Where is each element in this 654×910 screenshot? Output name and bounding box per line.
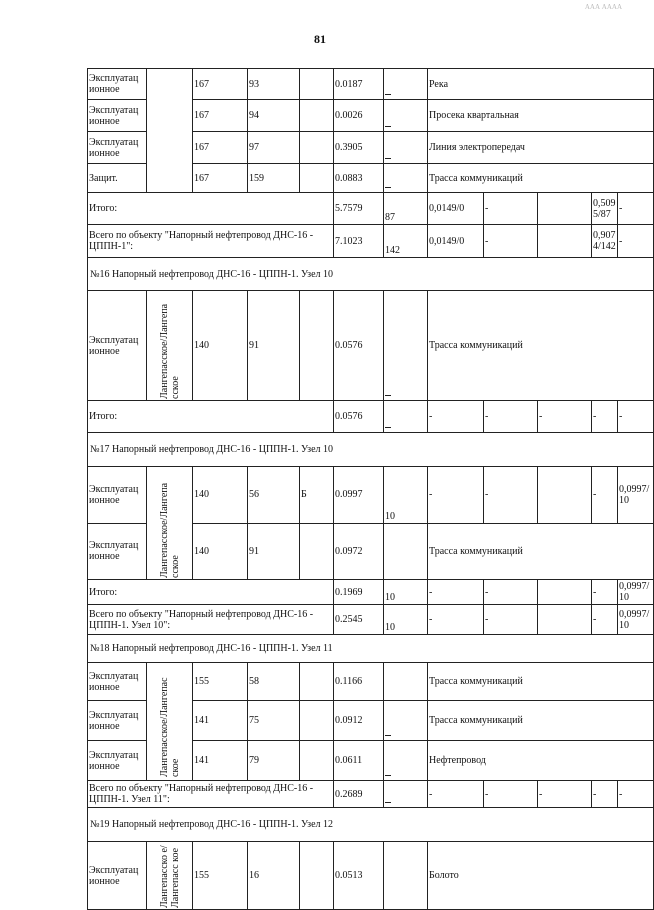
cell-quarter: 141 [193,701,248,741]
total-dash: - [592,401,618,433]
grand-dash: - [484,781,538,808]
cell-forestry [147,663,193,781]
dash-mark [385,126,391,127]
cell-category [300,842,334,910]
cell-type: Эксплуатац ионное [88,741,147,781]
grand-empty [538,605,592,635]
total-count: 87 [384,193,428,225]
cell-type: Эксплуатац ионное [88,291,147,401]
cell-dash: - [484,467,538,524]
cell-category [300,100,334,132]
cell-plot: 79 [248,741,300,781]
cell-plot: 93 [248,69,300,100]
dash-mark [385,395,391,396]
cell-note: Трасса коммуникаций [428,291,654,401]
grand-dash: - [428,781,484,808]
forest-plots-table [87,68,654,910]
cell-count [384,741,428,781]
cell-note: Трасса коммуникаций [428,663,654,701]
total-count: 10 [384,580,428,605]
cell-count [384,701,428,741]
total-empty [538,193,592,225]
grand-label: Всего по объекту "Напорный нефтепровод ДНС-16 - ЦППН-1. Узел 10": [88,605,334,635]
cell-type: Эксплуатац ионное [88,132,147,164]
total-label: Итого: [88,193,334,225]
dash-mark [385,158,391,159]
cell-quarter: 155 [193,842,248,910]
cell-area: 0.0883 [334,164,384,193]
cell-note: Просека квартальная [428,100,654,132]
cell-type: Эксплуатац ионное [88,467,147,524]
cell-count [384,69,428,100]
total-v1: - [428,401,484,433]
cell-quarter: 155 [193,663,248,701]
grand-dash: - [538,781,592,808]
cell-count [384,132,428,164]
cell-plot: 75 [248,701,300,741]
cell-area: 0.0576 [334,291,384,401]
total-label: Итого: [88,580,334,605]
total-dash: - [484,580,538,605]
cell-forestry [147,467,193,580]
total-row [88,193,654,225]
total-dash: - [484,193,538,225]
total-dash: - [484,401,538,433]
table-row [88,69,654,100]
cell-type: Эксплуатац ионное [88,701,147,741]
cell-quarter: 141 [193,741,248,781]
cell-area: 0.0513 [334,842,384,910]
cell-count [384,164,428,193]
dash-mark [385,187,391,188]
total-dash: - [592,580,618,605]
cell-count [384,291,428,401]
grand-label: Всего по объекту "Напорный нефтепровод ДНС-16 - ЦППН-1. Узел 11": [88,781,334,808]
grand-empty [538,225,592,258]
cell-area: 0.0912 [334,701,384,741]
total-row [88,401,654,433]
total-count [384,401,428,433]
grand-last: 0,0997/10 [618,605,654,635]
grand-dash: - [428,605,484,635]
total-dash: - [538,401,592,433]
cell-type: Эксплуатац ионное [88,842,147,910]
cell-forestry [147,842,193,910]
grand-v1: 0,0149/0 [428,225,484,258]
table-row [88,291,654,401]
grand-total-row [88,605,654,635]
grand-dash: - [484,605,538,635]
corner-mark: ААА АААА [584,3,622,11]
dash-mark [385,735,391,736]
cell-type: Эксплуатац ионное [88,663,147,701]
cell-plot: 159 [248,164,300,193]
cell-category [300,291,334,401]
dash-mark [385,802,391,803]
total-label: Итого: [88,401,334,433]
cell-area: 0.0611 [334,741,384,781]
section-title: №17 Напорный нефтепровод ДНС-16 - ЦППН-1. Узел 10 [88,433,654,467]
dash-mark [385,94,391,95]
grand-area: 7.1023 [334,225,384,258]
cell-note: Трасса коммуникаций [428,523,654,580]
section-title: №16 Напорный нефтепровод ДНС-16 - ЦППН-1. Узел 10 [88,258,654,291]
cell-category: Б [300,467,334,524]
cell-plot: 91 [248,291,300,401]
cell-forestry [147,291,193,401]
section-title-row [88,635,654,663]
forestry-label: Лангепасское/Лангепа сское [158,482,181,578]
cell-plot: 91 [248,523,300,580]
total-area: 0.1969 [334,580,384,605]
cell-type: Эксплуатац ионное [88,69,147,100]
page-number: 81 [314,32,326,46]
grand-dash: - [592,781,618,808]
cell-quarter: 140 [193,291,248,401]
cell-count [384,842,428,910]
cell-type: Эксплуатац ионное [88,523,147,580]
total-dash: - [618,193,654,225]
total-empty [538,580,592,605]
cell-count [384,523,428,580]
grand-dash: - [618,781,654,808]
grand-area: 0.2545 [334,605,384,635]
grand-dash: - [484,225,538,258]
cell-count [384,663,428,701]
cell-note: Нефтепровод [428,741,654,781]
cell-category [300,164,334,193]
total-area: 0.0576 [334,401,384,433]
cell-quarter: 167 [193,132,248,164]
grand-count: 10 [384,605,428,635]
cell-quarter: 167 [193,164,248,193]
section-title-row [88,808,654,842]
grand-dash: - [592,605,618,635]
forestry-label: Лангепасское/Лангепас ское [158,676,181,777]
cell-type: Защит. [88,164,147,193]
cell-empty [538,467,592,524]
cell-type: Эксплуатац ионное [88,100,147,132]
grand-count [384,781,428,808]
cell-category [300,701,334,741]
forestry-label: Лангепасско е/Лангепасс кое [158,844,181,908]
cell-note: Трасса коммуникаций [428,164,654,193]
cell-area: 0.1166 [334,663,384,701]
cell-area: 0.0187 [334,69,384,100]
total-area: 5.7579 [334,193,384,225]
cell-plot: 58 [248,663,300,701]
cell-category [300,69,334,100]
cell-area: 0.0997 [334,467,384,524]
dash-mark [385,775,391,776]
cell-category [300,523,334,580]
total-dash: - [618,401,654,433]
total-dash: - [428,580,484,605]
cell-forestry [147,69,193,193]
cell-area: 0.0026 [334,100,384,132]
cell-area: 0.3905 [334,132,384,164]
total-row [88,580,654,605]
cell-quarter: 140 [193,523,248,580]
cell-dash: - [592,467,618,524]
cell-category [300,132,334,164]
forestry-label: Лангепасское/Лангепа сское [158,303,181,399]
cell-quarter: 167 [193,69,248,100]
grand-area: 0.2689 [334,781,384,808]
grand-v2: 0,907 4/142 [592,225,618,258]
grand-total-row [88,781,654,808]
cell-plot: 16 [248,842,300,910]
section-title-row [88,258,654,291]
cell-quarter: 140 [193,467,248,524]
cell-quarter: 167 [193,100,248,132]
grand-label: Всего по объекту "Напорный нефтепровод ДНС-16 - ЦППН-1": [88,225,334,258]
cell-dash: - [428,467,484,524]
grand-total-row [88,225,654,258]
cell-note: Река [428,69,654,100]
cell-last: 0,0997/10 [618,467,654,524]
section-title: №19 Напорный нефтепровод ДНС-16 - ЦППН-1. Узел 12 [88,808,654,842]
cell-plot: 97 [248,132,300,164]
cell-category [300,663,334,701]
cell-note: Линия электропередач [428,132,654,164]
total-v1: 0,0149/0 [428,193,484,225]
section-title: №18 Напорный нефтепровод ДНС-16 - ЦППН-1. Узел 11 [88,635,654,663]
cell-area: 0.0972 [334,523,384,580]
cell-plot: 56 [248,467,300,524]
cell-count: 10 [384,467,428,524]
table-row [88,663,654,701]
cell-category [300,741,334,781]
section-title-row [88,433,654,467]
table-row [88,842,654,910]
grand-dash: - [618,225,654,258]
cell-count [384,100,428,132]
grand-count: 142 [384,225,428,258]
table-row [88,467,654,524]
total-last: 0,0997/10 [618,580,654,605]
total-v2: 0,509 5/87 [592,193,618,225]
cell-note: Болото [428,842,654,910]
cell-plot: 94 [248,100,300,132]
forest-plots-table-wrap [87,68,650,910]
dash-mark [385,427,391,428]
cell-note: Трасса коммуникаций [428,701,654,741]
